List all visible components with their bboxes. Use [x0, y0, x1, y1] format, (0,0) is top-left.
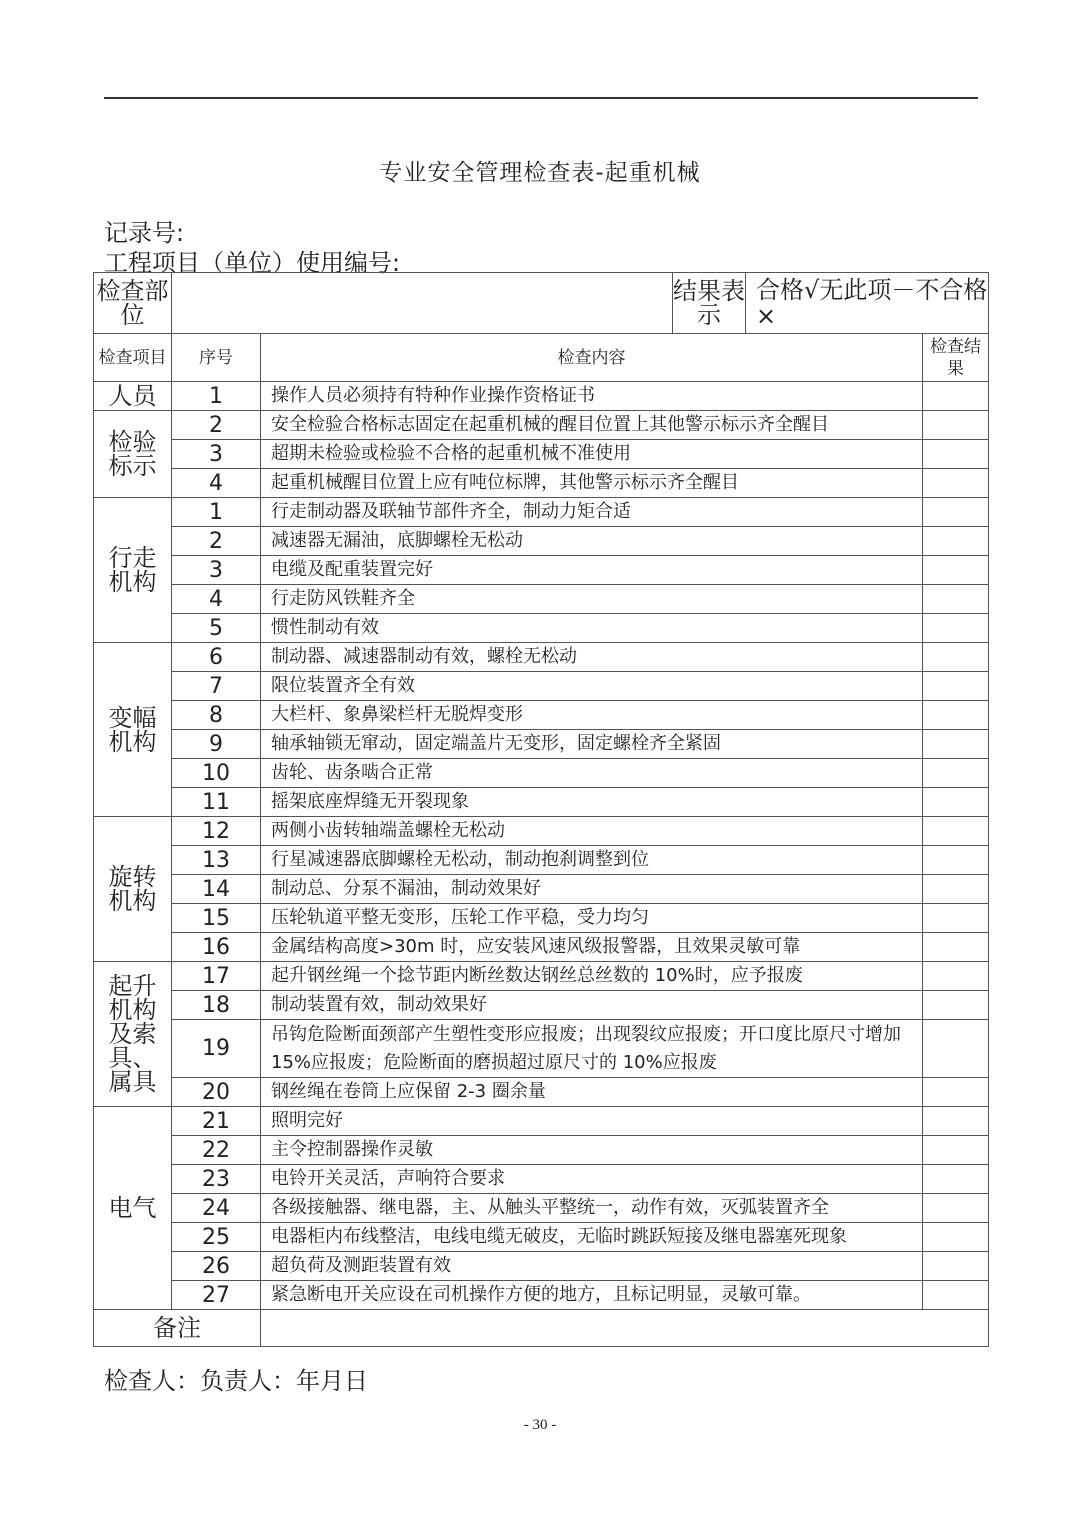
check-result-cell[interactable] — [923, 1165, 989, 1194]
result-legend-label: 结果表示 — [673, 273, 746, 333]
check-result-cell[interactable] — [923, 469, 989, 498]
check-content: 照明完好 — [261, 1107, 923, 1136]
table-row — [94, 585, 989, 614]
sequence-number: 15 — [172, 904, 261, 933]
sequence-number: 16 — [172, 933, 261, 962]
sequence-number: 10 — [172, 759, 261, 788]
table-row — [94, 1223, 989, 1252]
check-content: 各级接触器、继电器，主、从触头平整统一，动作有效，灭弧装置齐全 — [261, 1194, 923, 1223]
header-row — [94, 273, 989, 334]
table-row — [94, 759, 989, 788]
page-number: - 30 - — [523, 1417, 557, 1433]
check-content: 操作人员必须持有特种作业操作资格证书 — [261, 382, 923, 411]
check-result-cell[interactable] — [923, 411, 989, 440]
check-content: 限位装置齐全有效 — [261, 672, 923, 701]
check-content: 起重机械醒目位置上应有吨位标牌，其他警示标示齐全醒目 — [261, 469, 923, 498]
check-content: 起升钢丝绳一个捻节距内断丝数达钢丝总丝数的 10%时，应予报废 — [261, 962, 923, 991]
check-content: 电器柜内布线整洁，电线电缆无破皮，无临时跳跃短接及继电器塞死现象 — [261, 1223, 923, 1252]
check-content: 齿轮、齿条啮合正常 — [261, 759, 923, 788]
check-content: 减速器无漏油，底脚螺栓无松动 — [261, 527, 923, 556]
sequence-number: 9 — [172, 730, 261, 759]
table-row — [94, 991, 989, 1020]
check-result-cell[interactable] — [923, 1281, 989, 1310]
column-header-seq: 序号 — [172, 334, 261, 382]
sequence-number: 3 — [172, 440, 261, 469]
sequence-number: 27 — [172, 1281, 261, 1310]
check-result-cell[interactable] — [923, 788, 989, 817]
sequence-number: 18 — [172, 991, 261, 1020]
table-row — [94, 904, 989, 933]
sequence-number: 12 — [172, 817, 261, 846]
check-content: 制动装置有效，制动效果好 — [261, 991, 923, 1020]
table-row — [94, 1281, 989, 1310]
check-result-cell[interactable] — [923, 846, 989, 875]
inspection-location-label: 检查部位 — [94, 273, 172, 334]
check-content: 惯性制动有效 — [261, 614, 923, 643]
table-row — [94, 846, 989, 875]
check-result-cell[interactable] — [923, 614, 989, 643]
check-content: 压轮轨道平整无变形，压轮工作平稳，受力均匀 — [261, 904, 923, 933]
check-content: 主令控制器操作灵敏 — [261, 1136, 923, 1165]
table-row — [94, 440, 989, 469]
sequence-number: 2 — [172, 411, 261, 440]
sequence-number: 23 — [172, 1165, 261, 1194]
check-content: 金属结构高度>30m 时，应安装风速风级报警器，且效果灵敏可靠 — [261, 933, 923, 962]
inspection-location-cell[interactable] — [172, 273, 989, 334]
column-header-item: 检查项目 — [94, 334, 172, 382]
sequence-number: 13 — [172, 846, 261, 875]
record-number-label: 记录号: — [104, 219, 185, 247]
category-cell: 变幅机构 — [94, 643, 172, 817]
column-header-content: 检查内容 — [261, 334, 923, 382]
table-row — [94, 730, 989, 759]
category-cell: 旋转机构 — [94, 817, 172, 962]
table-row — [94, 1078, 989, 1107]
check-result-cell[interactable] — [923, 440, 989, 469]
table-row — [94, 933, 989, 962]
sequence-number: 2 — [172, 527, 261, 556]
result-legend: 合格√无此项－不合格× — [756, 276, 988, 330]
table-row — [94, 701, 989, 730]
check-content: 安全检验合格标志固定在起重机械的醒目位置上其他警示标示齐全醒目 — [261, 411, 923, 440]
sequence-number: 4 — [172, 469, 261, 498]
check-result-cell[interactable] — [923, 933, 989, 962]
check-content: 电铃开关灵活，声响符合要求 — [261, 1165, 923, 1194]
sequence-number: 8 — [172, 701, 261, 730]
check-result-cell[interactable] — [923, 1252, 989, 1281]
check-result-cell[interactable] — [923, 1107, 989, 1136]
table-row — [94, 1252, 989, 1281]
check-result-cell[interactable] — [923, 1020, 989, 1078]
category-cell: 电气 — [94, 1107, 172, 1310]
sequence-number: 21 — [172, 1107, 261, 1136]
sequence-number: 4 — [172, 585, 261, 614]
signature-line: 检查人：负责人：年月日 — [104, 1367, 368, 1395]
table-row — [94, 1107, 989, 1136]
table-row — [94, 817, 989, 846]
check-content: 行走防风铁鞋齐全 — [261, 585, 923, 614]
sequence-number: 6 — [172, 643, 261, 672]
category-cell: 起升机构及索具、属具 — [94, 962, 172, 1107]
table-row — [94, 962, 989, 991]
check-result-cell[interactable] — [923, 991, 989, 1020]
check-result-cell[interactable] — [923, 527, 989, 556]
check-content: 行走制动器及联轴节部件齐全，制动力矩合适 — [261, 498, 923, 527]
check-content: 大栏杆、象鼻梁栏杆无脱焊变形 — [261, 701, 923, 730]
sequence-number: 24 — [172, 1194, 261, 1223]
check-content: 制动器、减速器制动有效，螺栓无松动 — [261, 643, 923, 672]
table-row — [94, 498, 989, 527]
remarks-row — [94, 1310, 989, 1347]
table-row — [94, 469, 989, 498]
check-content: 吊钩危险断面颈部产生塑性变形应报废；出现裂纹应报废；开口度比原尺寸增加 15%应报废；危险断面的磨损超过原尺寸的 10%应报废 — [261, 1020, 923, 1078]
inspection-table-body — [94, 273, 989, 1347]
check-result-cell[interactable] — [923, 1223, 989, 1252]
check-result-cell[interactable] — [923, 643, 989, 672]
table-row — [94, 1194, 989, 1223]
sequence-number: 22 — [172, 1136, 261, 1165]
check-result-cell[interactable] — [923, 1194, 989, 1223]
inspection-location-value[interactable] — [172, 273, 673, 333]
check-content: 紧急断电开关应设在司机操作方便的地方，且标记明显，灵敏可靠。 — [261, 1281, 923, 1310]
check-content: 制动总、分泵不漏油，制动效果好 — [261, 875, 923, 904]
table-row — [94, 527, 989, 556]
sequence-number: 7 — [172, 672, 261, 701]
check-content: 超负荷及测距装置有效 — [261, 1252, 923, 1281]
column-header-result: 检查结果 — [923, 334, 989, 382]
check-result-cell[interactable] — [923, 382, 989, 411]
remarks-field[interactable] — [261, 1310, 989, 1347]
sequence-number: 3 — [172, 556, 261, 585]
sequence-number: 14 — [172, 875, 261, 904]
check-result-cell[interactable] — [923, 498, 989, 527]
check-result-cell[interactable] — [923, 672, 989, 701]
top-rule — [104, 97, 978, 99]
check-content: 行星减速器底脚螺栓无松动，制动抱刹调整到位 — [261, 846, 923, 875]
sequence-number: 11 — [172, 788, 261, 817]
check-result-cell[interactable] — [923, 730, 989, 759]
page-title: 专业安全管理检查表-起重机械 — [379, 160, 701, 186]
table-row — [94, 672, 989, 701]
table-row — [94, 556, 989, 585]
table-row — [94, 1020, 989, 1078]
column-header-row — [94, 334, 989, 382]
check-content: 钢丝绳在卷筒上应保留 2-3 圈余量 — [261, 1078, 923, 1107]
check-result-cell[interactable] — [923, 701, 989, 730]
check-result-cell[interactable] — [923, 759, 989, 788]
check-result-cell[interactable] — [923, 875, 989, 904]
check-result-cell[interactable] — [923, 585, 989, 614]
check-result-cell[interactable] — [923, 556, 989, 585]
table-row — [94, 382, 989, 411]
check-content: 超期未检验或检验不合格的起重机械不准使用 — [261, 440, 923, 469]
table-row — [94, 1165, 989, 1194]
category-cell: 行走机构 — [94, 498, 172, 643]
project-label: 工程项目（单位）使用编号: — [104, 249, 401, 277]
category-cell: 检验标示 — [94, 411, 172, 498]
check-content: 电缆及配重装置完好 — [261, 556, 923, 585]
check-result-cell[interactable] — [923, 1078, 989, 1107]
check-content: 轴承轴锁无窜动，固定端盖片无变形，固定螺栓齐全紧固 — [261, 730, 923, 759]
inspection-table — [93, 272, 989, 1347]
sequence-number: 5 — [172, 614, 261, 643]
table-row — [94, 1136, 989, 1165]
check-result-cell[interactable] — [923, 962, 989, 991]
sequence-number: 20 — [172, 1078, 261, 1107]
sequence-number: 26 — [172, 1252, 261, 1281]
table-row — [94, 614, 989, 643]
sequence-number: 1 — [172, 498, 261, 527]
table-row — [94, 875, 989, 904]
sequence-number: 25 — [172, 1223, 261, 1252]
check-content: 两侧小齿转轴端盖螺栓无松动 — [261, 817, 923, 846]
check-result-cell[interactable] — [923, 904, 989, 933]
check-content: 摇架底座焊缝无开裂现象 — [261, 788, 923, 817]
sequence-number: 1 — [172, 382, 261, 411]
table-row — [94, 643, 989, 672]
sequence-number: 17 — [172, 962, 261, 991]
table-row — [94, 788, 989, 817]
category-cell: 人员 — [94, 382, 172, 411]
check-result-cell[interactable] — [923, 817, 989, 846]
table-row — [94, 411, 989, 440]
remarks-label: 备注 — [94, 1310, 261, 1347]
sequence-number: 19 — [172, 1020, 261, 1078]
check-result-cell[interactable] — [923, 1136, 989, 1165]
